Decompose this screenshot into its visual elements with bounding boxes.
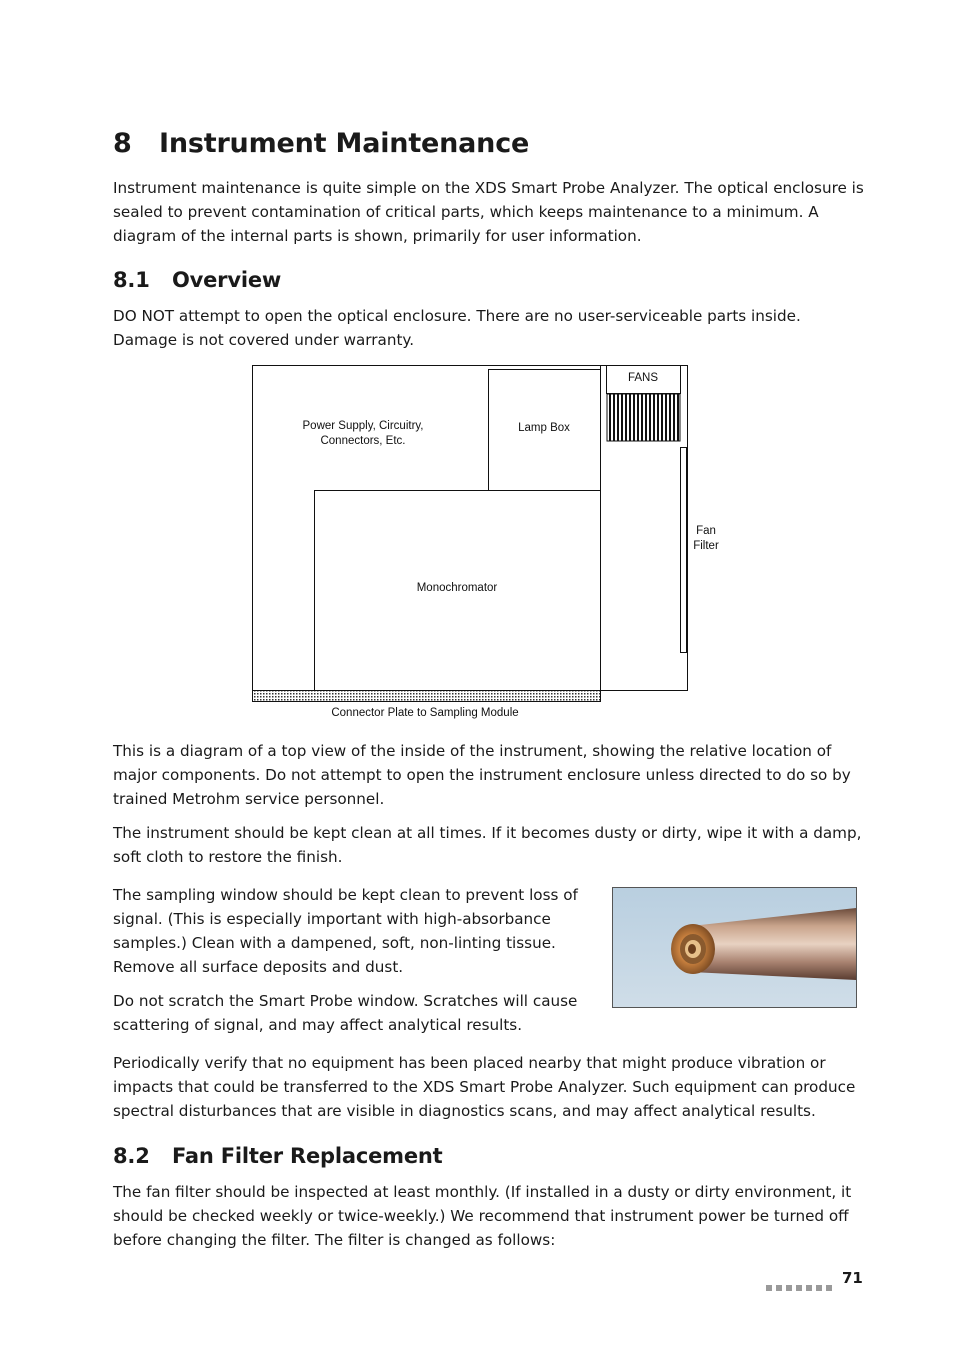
section-title: Fan Filter Replacement [172, 1144, 443, 1168]
power-supply-label-line2: Connectors, Etc. [320, 435, 406, 447]
smart-probe-photo [612, 887, 857, 1008]
chapter-number: 8 [113, 128, 132, 159]
lamp-box-label: Lamp Box [518, 422, 570, 434]
section-number: 8.1 [113, 268, 150, 292]
chapter-title: Instrument Maintenance [159, 128, 530, 159]
footer-dots-decoration [766, 1276, 836, 1282]
fan-filter-strip [681, 448, 687, 653]
scratch-warning-paragraph: Do not scratch the Smart Probe window. Scratches will cause scattering of signal, and may affect analytical results. [113, 992, 578, 1034]
fan-filter-label-line2: Filter [693, 540, 719, 552]
power-supply-label-line1: Power Supply, Circuitry, [302, 420, 424, 432]
diagram-drawing [245, 360, 725, 730]
fan-filter-label [688, 524, 724, 554]
page-number: 71 [842, 1269, 863, 1287]
intro-paragraph: Instrument maintenance is quite simple on the XDS Smart Probe Analyzer. The optical enclosure is sealed to prevent contamination of critical parts, which keeps maintenance to a minimum. A diagram of the internal parts is shown, primarily for user information. [113, 179, 864, 245]
smart-probe-photo-drawing [613, 888, 856, 1007]
monochromator-label: Monochromator [416, 582, 498, 594]
sampling-window-paragraph: The sampling window should be kept clean to prevent loss of signal. (This is especially important with high-absorbance samples.) Clean with a dampened, soft, non-linting tissue. Remove all surface deposits and dust. [113, 886, 578, 976]
section-number: 8.2 [113, 1144, 150, 1168]
connector-plate-label: Connector Plate to Sampling Module [331, 707, 519, 719]
fan-filter-label-line1: Fan [696, 525, 716, 537]
section-heading-overview [113, 268, 281, 292]
chapter-heading [113, 128, 529, 159]
diagram-description-paragraph: This is a diagram of a top view of the inside of the instrument, showing the relative location of major components. Do not attempt to open the instrument enclosure unless directed to do so by trained Metrohm service personnel. [113, 742, 851, 808]
overview-warning-paragraph: DO NOT attempt to open the optical enclosure. There are no user-serviceable parts inside. Damage is not covered under warranty. [113, 307, 801, 349]
fan-filter-paragraph: The fan filter should be inspected at least monthly. (If installed in a dusty or dirty environment, it should be checked weekly or twice-weekly.) We recommend that instrument power be turned off before changing the filter. The filter is changed as follows: [113, 1183, 852, 1249]
section-title: Overview [172, 268, 282, 292]
connector-plate-strip [253, 691, 601, 702]
vibration-paragraph: Periodically verify that no equipment has been placed nearby that might produce vibration or impacts that could be transferred to the XDS Smart Probe Analyzer. Such equipment can produce spectral disturbances that are visible in diagnostics scans, and may affect analytical results. [113, 1054, 856, 1120]
fans-label: FANS [627, 372, 659, 384]
fan-grill [607, 394, 680, 441]
instrument-layout-diagram [245, 360, 725, 730]
power-supply-label [283, 419, 443, 449]
cleaning-paragraph: The instrument should be kept clean at all times. If it becomes dusty or dirty, wipe it with a damp, soft cloth to restore the finish. [113, 824, 862, 866]
enclosure-outline [253, 366, 601, 691]
section-heading-fan-filter [113, 1144, 442, 1168]
